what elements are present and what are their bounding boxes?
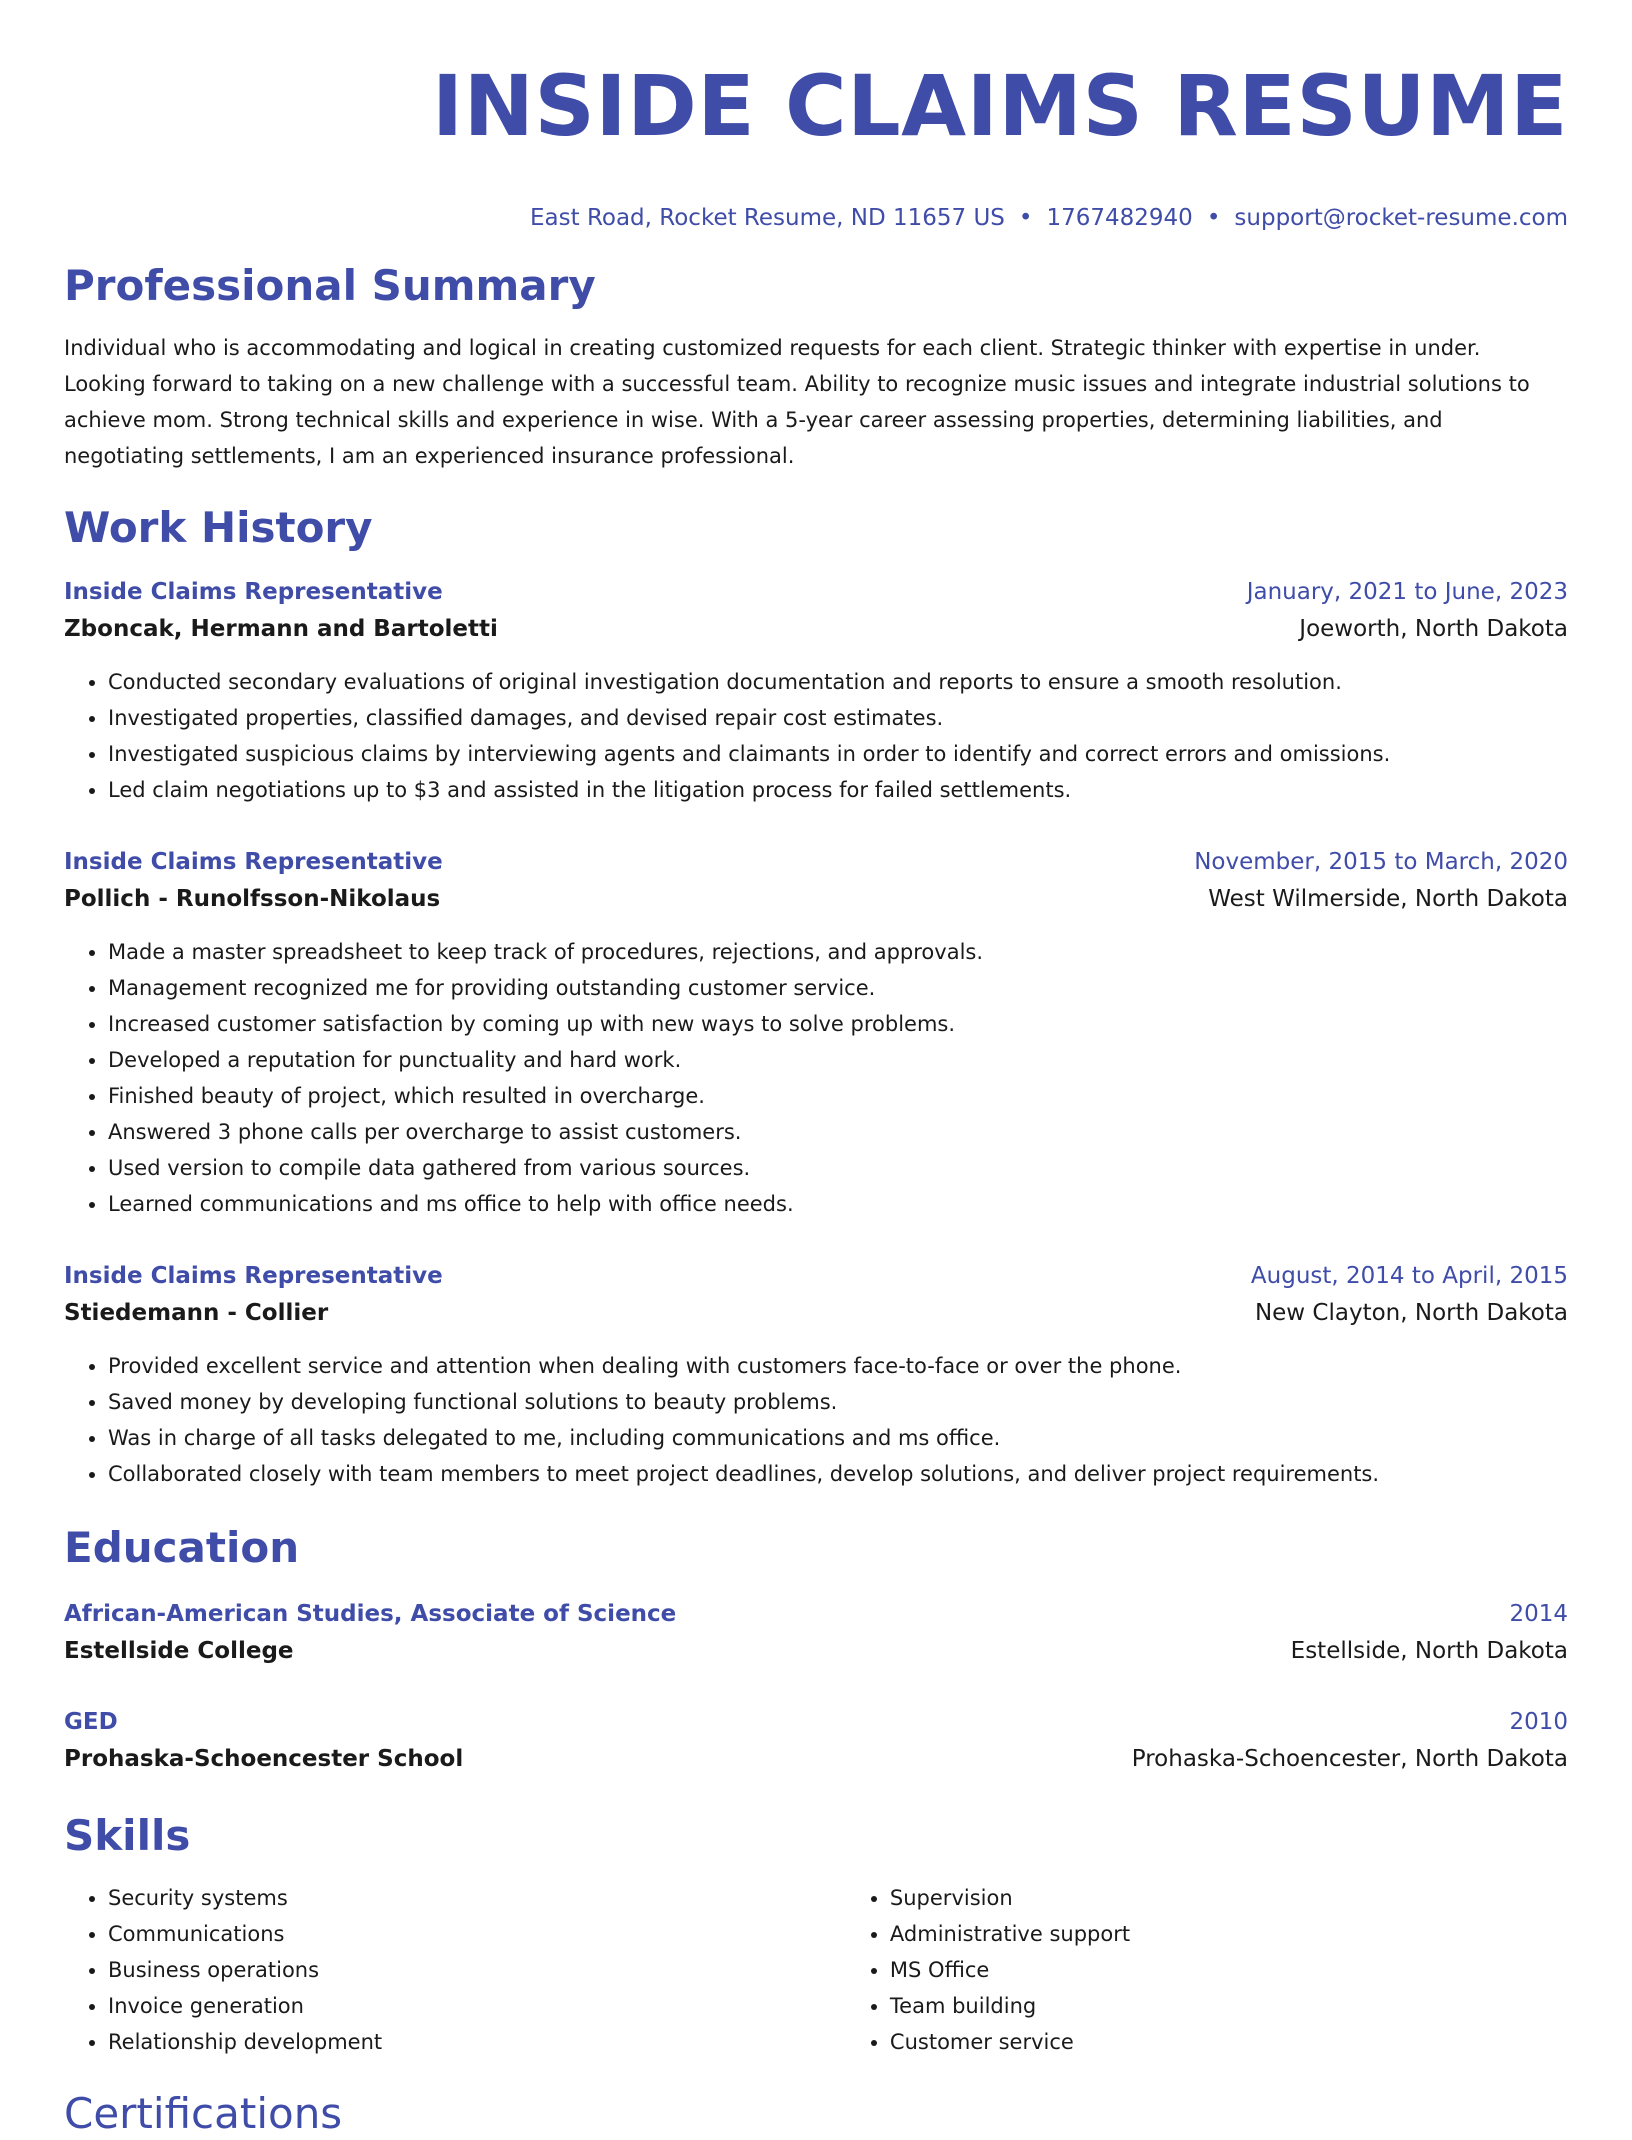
education-school: Prohaska-Schoencester School bbox=[64, 1746, 464, 1772]
job-title: Inside Claims Representative bbox=[64, 1263, 443, 1289]
section-heading-education: Education bbox=[64, 1523, 300, 1572]
contact-separator: • bbox=[1018, 205, 1033, 231]
skill-item: • Invoice generation bbox=[108, 1988, 846, 2024]
job-bullets bbox=[64, 934, 1568, 1222]
job-bullet: • Saved money by developing functional solutions to beauty problems. bbox=[108, 1384, 1568, 1420]
job-company: Stiedemann - Collier bbox=[64, 1300, 329, 1326]
job-bullet: • Finished beauty of project, which resulted in overcharge. bbox=[108, 1078, 1568, 1114]
job-entry bbox=[64, 844, 1568, 1222]
job-bullet: • Led claim negotiations up to $3 and assisted in the litigation process for failed settlements. bbox=[108, 772, 1568, 808]
skill-item: • Relationship development bbox=[108, 2024, 846, 2060]
job-bullet: • Developed a reputation for punctuality and hard work. bbox=[108, 1042, 1568, 1078]
contact-line bbox=[64, 202, 1568, 234]
contact-phone: 1767482940 bbox=[1046, 205, 1193, 231]
skills-column-left bbox=[64, 1880, 846, 2060]
contact-separator: • bbox=[1206, 205, 1221, 231]
education-entry bbox=[64, 1596, 1568, 1670]
skill-item: • Communications bbox=[108, 1916, 846, 1952]
skill-item: • Administrative support bbox=[890, 1916, 1568, 1952]
job-title: Inside Claims Representative bbox=[64, 849, 443, 875]
job-company: Pollich - Runolfsson-Nikolaus bbox=[64, 886, 441, 912]
skill-item: • Customer service bbox=[890, 2024, 1568, 2060]
job-bullet: • Provided excellent service and attention when dealing with customers face-to-face or over the phone. bbox=[108, 1348, 1568, 1384]
summary-text: Individual who is accommodating and logical in creating customized requests for each client. Strategic thinker with expertise in under. Looking forward to taking on a new challenge with a successful team. Ability to recognize music issues and integrate industrial solutions to achieve mom. Strong technical skills and experience in wise. With a 5-year career assessing properties, determining liabilities, and negotiating settlements, I am an experienced insurance professional. bbox=[64, 336, 1530, 468]
job-dates: November, 2015 to March, 2020 bbox=[1194, 849, 1568, 875]
job-bullet: • Investigated suspicious claims by interviewing agents and claimants in order to identify and correct errors and omissions. bbox=[108, 736, 1568, 772]
job-entry bbox=[64, 1258, 1568, 1492]
section-heading-certifications: Certifications bbox=[64, 2089, 343, 2138]
job-company: Zboncak, Hermann and Bartoletti bbox=[64, 616, 498, 642]
job-location: New Clayton, North Dakota bbox=[1254, 1300, 1568, 1326]
education-entry bbox=[64, 1704, 1568, 1778]
skills-grid bbox=[64, 1880, 1568, 2060]
education-year: 2010 bbox=[1509, 1709, 1568, 1735]
skills-column-right bbox=[846, 1880, 1568, 2060]
skill-item: • Business operations bbox=[108, 1952, 846, 1988]
skill-item: • Team building bbox=[890, 1988, 1568, 2024]
section-heading-work: Work History bbox=[64, 503, 373, 552]
job-bullets bbox=[64, 1348, 1568, 1492]
education-year: 2014 bbox=[1509, 1601, 1568, 1627]
job-entry bbox=[64, 574, 1568, 808]
skill-item: • MS Office bbox=[890, 1952, 1568, 1988]
education-degree: African-American Studies, Associate of Science bbox=[64, 1601, 677, 1627]
job-bullet: • Management recognized me for providing outstanding customer service. bbox=[108, 970, 1568, 1006]
job-bullet: • Conducted secondary evaluations of original investigation documentation and reports to ensure a smooth resolution. bbox=[108, 664, 1568, 700]
section-heading-summary: Professional Summary bbox=[64, 261, 596, 310]
skill-item: • Supervision bbox=[890, 1880, 1568, 1916]
education-location: Estellside, North Dakota bbox=[1290, 1638, 1568, 1664]
job-title: Inside Claims Representative bbox=[64, 579, 443, 605]
section-heading-skills: Skills bbox=[64, 1811, 191, 1860]
job-bullet: • Investigated properties, classified damages, and devised repair cost estimates. bbox=[108, 700, 1568, 736]
job-bullets bbox=[64, 664, 1568, 808]
education-degree: GED bbox=[64, 1709, 118, 1735]
job-bullet: • Used version to compile data gathered from various sources. bbox=[108, 1150, 1568, 1186]
contact-address: East Road, Rocket Resume, ND 11657 US bbox=[530, 205, 1005, 231]
education-location: Prohaska-Schoencester, North Dakota bbox=[1131, 1746, 1568, 1772]
education-school: Estellside College bbox=[64, 1638, 294, 1664]
job-dates: January, 2021 to June, 2023 bbox=[1246, 579, 1568, 605]
job-bullet: • Increased customer satisfaction by coming up with new ways to solve problems. bbox=[108, 1006, 1568, 1042]
contact-email[interactable]: support@rocket-resume.com bbox=[1234, 205, 1568, 231]
job-bullet: • Learned communications and ms office to help with office needs. bbox=[108, 1186, 1568, 1222]
job-location: West Wilmerside, North Dakota bbox=[1208, 886, 1568, 912]
skill-item: • Security systems bbox=[108, 1880, 846, 1916]
resume-title: INSIDE CLAIMS RESUME bbox=[431, 57, 1568, 155]
job-bullet: • Made a master spreadsheet to keep track of procedures, rejections, and approvals. bbox=[108, 934, 1568, 970]
job-bullet: • Answered 3 phone calls per overcharge to assist customers. bbox=[108, 1114, 1568, 1150]
job-dates: August, 2014 to April, 2015 bbox=[1250, 1263, 1568, 1289]
job-bullet: • Collaborated closely with team members to meet project deadlines, develop solutions, and deliver project requirements. bbox=[108, 1456, 1568, 1492]
job-location: Joeworth, North Dakota bbox=[1299, 616, 1568, 642]
job-bullet: • Was in charge of all tasks delegated to me, including communications and ms office. bbox=[108, 1420, 1568, 1456]
